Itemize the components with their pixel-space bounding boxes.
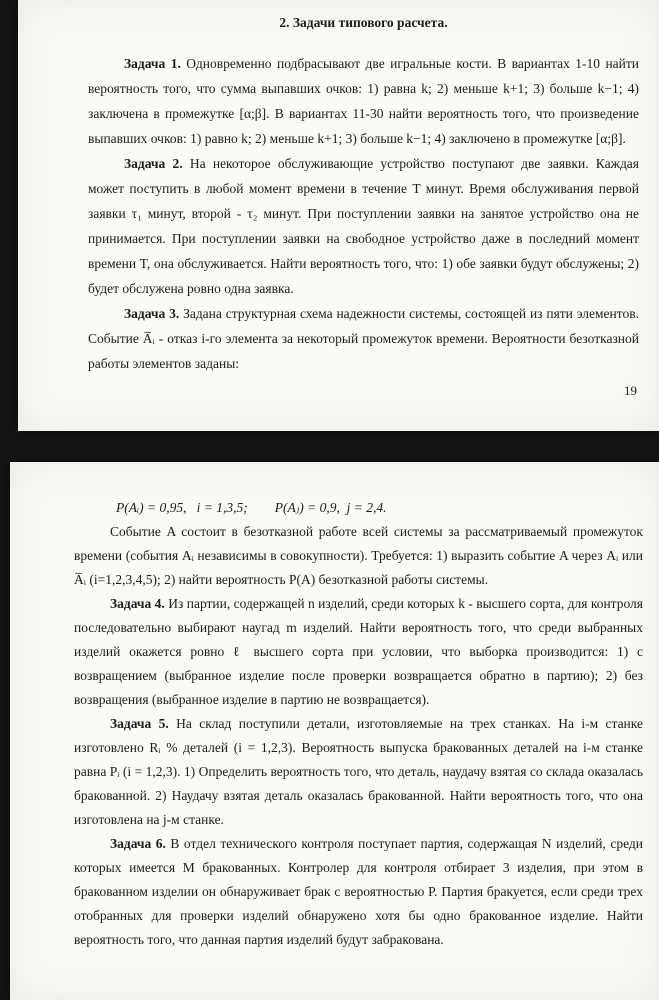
task-6-text: В отдел технического контроля поступает партия, содержащая N изделий, среди которых имеется M бракованных. Контролер для контроля отбирает 3 изделия, при этом в бракованном изделии он обнаруживает брак с вероятностью P. Партия бракуется, если среди трех отобранных для проверки изделий обнаружено хотя бы одно бракованное изделие. Найти вероятность того, что данная партия изделий будут забракована.: [74, 836, 644, 947]
page-number: 19: [624, 383, 637, 398]
paragraph-task-1: [88, 51, 639, 151]
task-4-text: Из партии, содержащей n изделий, среди которых k - высшего сорта, для контроля последовательно выбирают наугад m изделий. Найти вероятность того, что среди выбранных изделий окажется ровно ℓ высшего сорта при условии, что выборка производится: 1) с возвращением (выбранное изделие после проверки возвращается обратно в партию); 2) без возвращения (выбранное изделие в партию не возвращается).: [74, 596, 644, 707]
task-3-text: Задана структурная схема надежности системы, состоящей из пяти элементов. Событие A̅ᵢ - отказ i-го элемента за некоторый промежуток времени. Вероятности безотказной работы элементов заданы:: [88, 306, 639, 371]
paragraph-task-6: [74, 832, 643, 952]
paragraph-system-reliability: [74, 520, 643, 592]
section-title: 2. Задачи типового расчета.: [279, 15, 448, 30]
paragraph-task-4: [74, 592, 643, 712]
paragraph-task-2: [88, 151, 639, 301]
scanned-page-top: [18, 0, 659, 431]
paragraph-task-3: [88, 301, 639, 376]
task-6-label: Задача 6.: [110, 836, 166, 851]
task-2-label: Задача 2.: [124, 156, 183, 171]
intro-text: Событие A состоит в безотказной работе всей системы за рассматриваемый промежуток времени (события Aᵢ независимы в совокупности). Требуется: 1) выразить событие A через Aᵢ или A̅ᵢ (i=1,2,3,4,5); 2) найти вероятность P(A) безотказной работы системы.: [74, 524, 643, 587]
paragraph-task-5: [74, 712, 643, 832]
task-1-label: Задача 1.: [124, 56, 181, 71]
task-1-text: Одновременно подбрасывают две игральные кости. В вариантах 1-10 найти вероятность того, что сумма выпавших очков: 1) равна k; 2) меньше k+1; 3) больше k−1; 4) заключена в промежутке [α;β]. В вариантах 11-30 найти вероятность того, что произведение выпавших очков: 1) равно k; 2) меньше k+1; 3) больше k−1; 4) заключено в промежутке [α;β].: [88, 56, 640, 146]
task-2-text: На некоторое обслуживающие устройство поступают две заявки. Каждая может поступить в любой момент времени в течение T минут. Время обслуживания первой заявки τ₁ минут, второй - τ₂ минут. При поступлении заявки на занятое устройство она не принимается. При поступлении заявки на свободное устройство даже в последний момент времени T, она обслуживается. Найти вероятность того, что: 1) обе заявки будут обслужены; 2) будет обслужена ровно одна заявка.: [88, 156, 640, 296]
probability-formula: P(Aᵢ) = 0,95, i = 1,3,5; P(Aⱼ) = 0,9, j = 2,4.: [116, 500, 387, 515]
task-3-label: Задача 3.: [124, 306, 180, 321]
task-5-label: Задача 5.: [110, 716, 169, 731]
task-5-text: На склад поступили детали, изготовляемые на трех станках. На i-м станке изготовлено Rᵢ % деталей (i = 1,2,3). Вероятность выпуска бракованных деталей на i-м станке равна Pᵢ (i = 1,2,3). 1) Определить вероятность того, что деталь, наудачу взятая со склада оказалась бракованной. 2) Наудачу взятая деталь оказалась бракованной. Найти вероятность того, что она изготовлена на j-м станке.: [74, 716, 643, 827]
scanned-page-bottom: [10, 462, 659, 1000]
task-4-label: Задача 4.: [110, 596, 165, 611]
